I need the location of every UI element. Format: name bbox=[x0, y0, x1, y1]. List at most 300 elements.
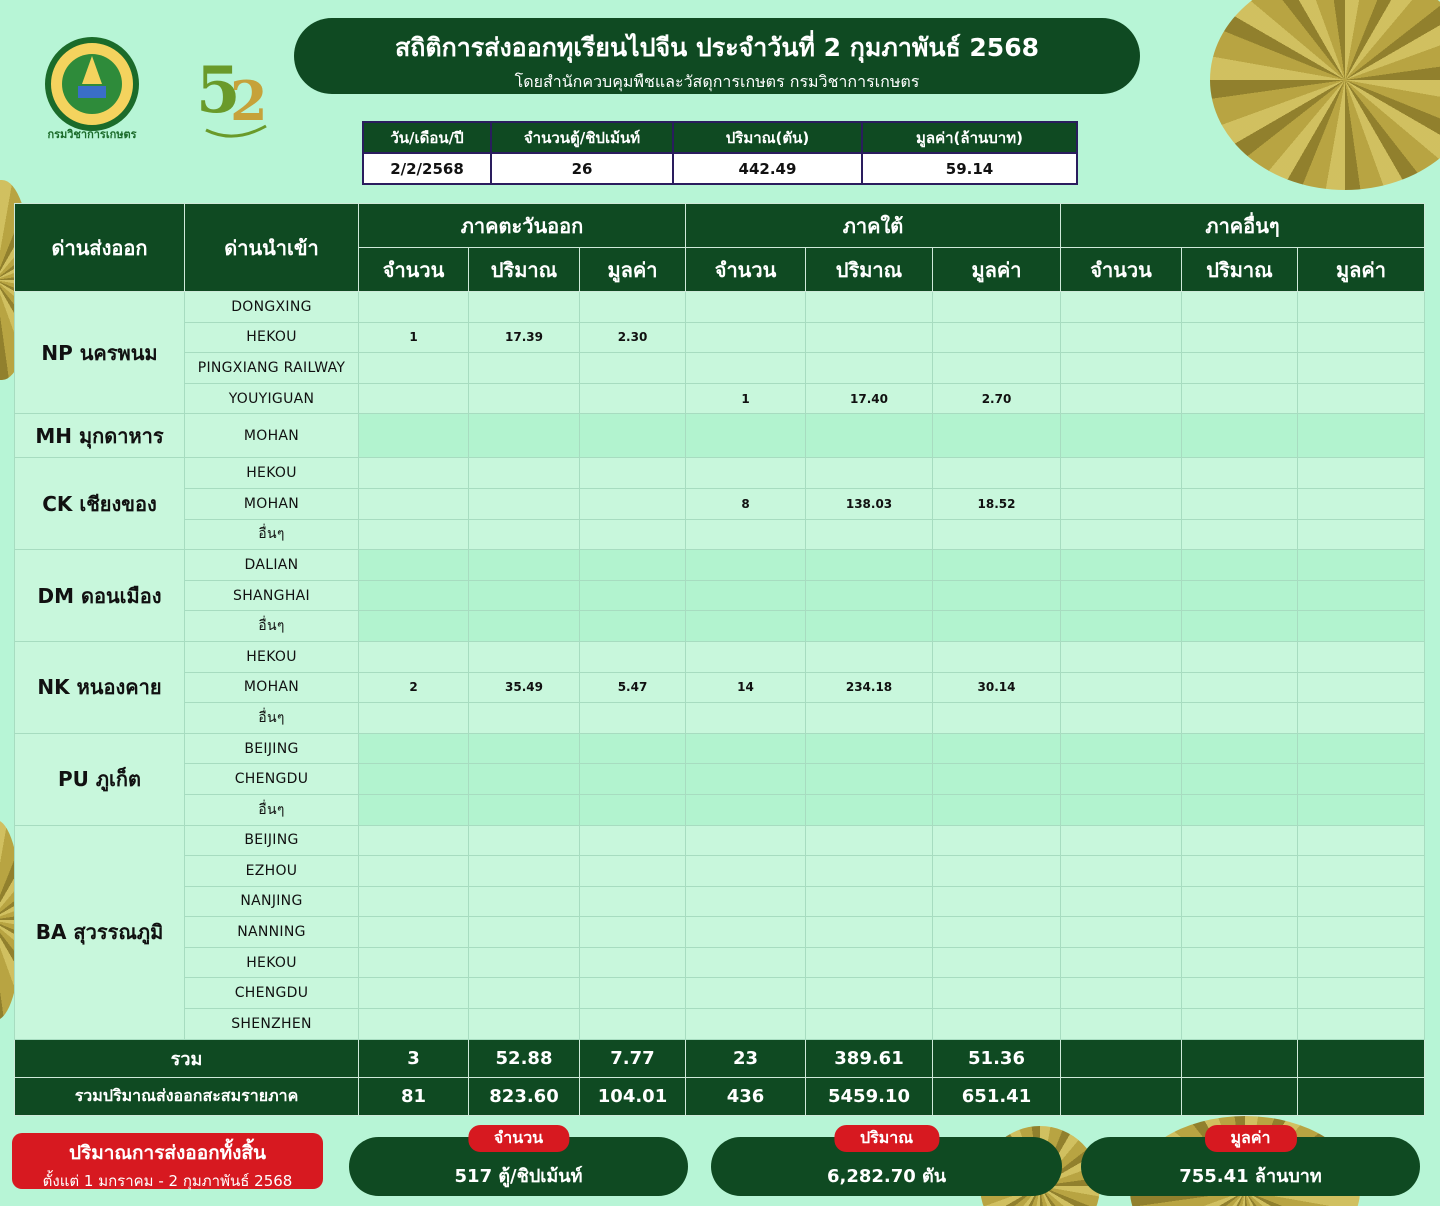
value-cell bbox=[359, 383, 469, 414]
value-cell bbox=[1182, 580, 1298, 611]
sub-header-count: จำนวน bbox=[1061, 248, 1182, 292]
value-cell: 17.40 bbox=[806, 383, 933, 414]
import-port-cell: อื่นๆ bbox=[185, 703, 359, 734]
value-cell bbox=[1298, 488, 1425, 519]
import-port-cell: BEIJING bbox=[185, 733, 359, 764]
export-port-cell: NK หนองคาย bbox=[15, 641, 185, 733]
value-cell bbox=[1182, 825, 1298, 856]
export-statistics-table bbox=[14, 203, 1425, 1116]
sub-header-volume: ปริมาณ bbox=[1182, 248, 1298, 292]
value-cell bbox=[1298, 886, 1425, 917]
value-cell bbox=[580, 978, 686, 1009]
value-cell bbox=[1298, 353, 1425, 384]
table-row bbox=[15, 733, 1425, 764]
cumulative-value-cell: 651.41 bbox=[933, 1077, 1061, 1115]
total-count-pill bbox=[349, 1128, 688, 1196]
table-row bbox=[15, 414, 1425, 458]
value-cell bbox=[469, 825, 580, 856]
value-cell bbox=[1182, 917, 1298, 948]
value-cell bbox=[1182, 978, 1298, 1009]
value-cell bbox=[469, 414, 580, 458]
value-cell bbox=[686, 978, 806, 1009]
value-cell bbox=[933, 825, 1061, 856]
import-port-cell: DONGXING bbox=[185, 292, 359, 323]
import-port-cell: อื่นๆ bbox=[185, 519, 359, 550]
table-row bbox=[15, 886, 1425, 917]
value-cell: 17.39 bbox=[469, 322, 580, 353]
value-cell bbox=[580, 353, 686, 384]
value-cell bbox=[469, 611, 580, 642]
value-cell bbox=[686, 414, 806, 458]
value-cell bbox=[806, 519, 933, 550]
value-cell bbox=[806, 641, 933, 672]
value-cell bbox=[686, 733, 806, 764]
value-cell bbox=[686, 580, 806, 611]
value-cell bbox=[1298, 947, 1425, 978]
value-cell: 1 bbox=[686, 383, 806, 414]
value-cell bbox=[933, 733, 1061, 764]
value-cell bbox=[806, 947, 933, 978]
value-cell bbox=[686, 947, 806, 978]
value-cell bbox=[1182, 856, 1298, 887]
table-row bbox=[15, 353, 1425, 384]
value-cell bbox=[1182, 764, 1298, 795]
value-cell bbox=[686, 886, 806, 917]
value-cell bbox=[1298, 322, 1425, 353]
value-cell bbox=[806, 322, 933, 353]
value-cell bbox=[933, 353, 1061, 384]
value-cell bbox=[1298, 703, 1425, 734]
import-port-cell: SHANGHAI bbox=[185, 580, 359, 611]
value-cell bbox=[806, 414, 933, 458]
cumulative-value-cell: 81 bbox=[359, 1077, 469, 1115]
grand-total-badge bbox=[12, 1133, 323, 1189]
value-cell bbox=[1182, 383, 1298, 414]
value-cell bbox=[1061, 794, 1182, 825]
value-cell bbox=[580, 1009, 686, 1040]
value-cell bbox=[1061, 519, 1182, 550]
total-volume-value: 6,282.70 ตัน bbox=[826, 1166, 947, 1187]
value-cell bbox=[359, 292, 469, 323]
value-cell bbox=[1298, 550, 1425, 581]
value-cell bbox=[580, 414, 686, 458]
value-cell bbox=[1061, 917, 1182, 948]
value-cell bbox=[933, 414, 1061, 458]
value-cell bbox=[1061, 611, 1182, 642]
value-cell bbox=[806, 825, 933, 856]
value-cell bbox=[580, 383, 686, 414]
value-cell bbox=[359, 733, 469, 764]
value-cell bbox=[1298, 519, 1425, 550]
value-cell bbox=[580, 733, 686, 764]
import-port-cell: SHENZHEN bbox=[185, 1009, 359, 1040]
cum-row bbox=[15, 1077, 1425, 1115]
svg-text:2: 2 bbox=[230, 69, 268, 133]
table-row bbox=[15, 978, 1425, 1009]
value-cell bbox=[806, 550, 933, 581]
value-cell bbox=[1298, 764, 1425, 795]
value-cell bbox=[1182, 611, 1298, 642]
summary-date: 2/2/2568 bbox=[363, 153, 491, 184]
total-value-cell bbox=[1298, 1039, 1425, 1077]
value-cell bbox=[359, 794, 469, 825]
import-port-cell: BEIJING bbox=[185, 825, 359, 856]
table-row bbox=[15, 292, 1425, 323]
value-cell bbox=[1061, 947, 1182, 978]
value-cell bbox=[1061, 978, 1182, 1009]
import-port-cell: EZHOU bbox=[185, 856, 359, 887]
value-cell bbox=[686, 611, 806, 642]
value-cell bbox=[359, 353, 469, 384]
export-port-cell: NP นครพนม bbox=[15, 292, 185, 414]
sub-header-value: มูลค่า bbox=[933, 248, 1061, 292]
value-cell bbox=[359, 947, 469, 978]
export-port-cell: CK เชียงของ bbox=[15, 458, 185, 550]
value-cell bbox=[1298, 1009, 1425, 1040]
value-cell bbox=[1298, 917, 1425, 948]
value-cell bbox=[469, 580, 580, 611]
value-cell bbox=[580, 856, 686, 887]
value-cell bbox=[806, 580, 933, 611]
value-cell bbox=[933, 322, 1061, 353]
value-cell bbox=[359, 488, 469, 519]
import-port-cell: CHENGDU bbox=[185, 764, 359, 795]
table-row bbox=[15, 794, 1425, 825]
value-cell bbox=[1061, 703, 1182, 734]
value-cell bbox=[1061, 353, 1182, 384]
column-header-import-port: ด่านนำเข้า bbox=[185, 204, 359, 292]
table-row bbox=[15, 917, 1425, 948]
value-cell bbox=[1182, 733, 1298, 764]
table-row bbox=[15, 764, 1425, 795]
value-cell bbox=[1061, 886, 1182, 917]
total-value-cell: 52.88 bbox=[469, 1039, 580, 1077]
cumulative-value-cell: 5459.10 bbox=[806, 1077, 933, 1115]
value-cell bbox=[580, 794, 686, 825]
import-port-cell: CHENGDU bbox=[185, 978, 359, 1009]
value-cell bbox=[469, 764, 580, 795]
value-cell bbox=[1298, 641, 1425, 672]
value-cell bbox=[1182, 703, 1298, 734]
value-cell bbox=[580, 703, 686, 734]
cumulative-value-cell: 823.60 bbox=[469, 1077, 580, 1115]
table-row bbox=[15, 488, 1425, 519]
value-cell bbox=[359, 580, 469, 611]
value-cell bbox=[1298, 292, 1425, 323]
value-cell bbox=[933, 1009, 1061, 1040]
cumulative-value-cell: 104.01 bbox=[580, 1077, 686, 1115]
value-cell bbox=[580, 611, 686, 642]
import-port-cell: อื่นๆ bbox=[185, 611, 359, 642]
value-cell bbox=[933, 458, 1061, 489]
value-cell bbox=[933, 550, 1061, 581]
value-cell bbox=[1061, 292, 1182, 323]
cumulative-label: รวมปริมาณส่งออกสะสมรายภาค bbox=[15, 1077, 359, 1115]
summary-count: 26 bbox=[491, 153, 673, 184]
total-value-pill bbox=[1081, 1128, 1420, 1196]
value-cell bbox=[686, 1009, 806, 1040]
sub-header-volume: ปริมาณ bbox=[469, 248, 580, 292]
value-cell bbox=[686, 458, 806, 489]
value-cell bbox=[686, 703, 806, 734]
value-cell bbox=[469, 383, 580, 414]
grand-total-title: ปริมาณการส่งออกทั้งสิ้น bbox=[68, 1142, 267, 1164]
value-cell bbox=[933, 611, 1061, 642]
value-cell: 8 bbox=[686, 488, 806, 519]
column-header-export-port: ด่านส่งออก bbox=[15, 204, 185, 292]
value-cell: 5.47 bbox=[580, 672, 686, 703]
value-cell bbox=[1298, 978, 1425, 1009]
value-cell bbox=[469, 353, 580, 384]
value-cell bbox=[1298, 458, 1425, 489]
value-cell bbox=[806, 1009, 933, 1040]
table-row bbox=[15, 825, 1425, 856]
value-cell bbox=[686, 641, 806, 672]
value-cell bbox=[933, 886, 1061, 917]
value-cell bbox=[1182, 458, 1298, 489]
svg-text:5: 5 bbox=[196, 53, 241, 128]
value-cell bbox=[806, 978, 933, 1009]
value-cell bbox=[1182, 353, 1298, 384]
value-cell bbox=[580, 458, 686, 489]
cumulative-value-cell bbox=[1182, 1077, 1298, 1115]
value-cell bbox=[933, 947, 1061, 978]
cumulative-value-cell: 436 bbox=[686, 1077, 806, 1115]
import-port-cell: HEKOU bbox=[185, 322, 359, 353]
value-cell bbox=[580, 580, 686, 611]
value-cell bbox=[686, 550, 806, 581]
import-port-cell: อื่นๆ bbox=[185, 794, 359, 825]
value-cell bbox=[469, 917, 580, 948]
summary-volume: 442.49 bbox=[673, 153, 862, 184]
value-cell bbox=[1182, 550, 1298, 581]
value-cell bbox=[359, 1009, 469, 1040]
value-cell bbox=[1061, 1009, 1182, 1040]
svg-text:กรมวิชาการเกษตร: กรมวิชาการเกษตร bbox=[47, 128, 137, 141]
summary-value: 59.14 bbox=[862, 153, 1077, 184]
total-value-cell: 389.61 bbox=[806, 1039, 933, 1077]
value-cell bbox=[933, 794, 1061, 825]
total-value-cell bbox=[1182, 1039, 1298, 1077]
value-cell bbox=[469, 856, 580, 887]
value-cell: 138.03 bbox=[806, 488, 933, 519]
value-cell bbox=[1061, 856, 1182, 887]
value-cell bbox=[1298, 611, 1425, 642]
value-cell bbox=[1061, 383, 1182, 414]
table-row bbox=[15, 383, 1425, 414]
value-cell bbox=[359, 550, 469, 581]
value-cell bbox=[1182, 947, 1298, 978]
total-value-cell: 51.36 bbox=[933, 1039, 1061, 1077]
value-cell bbox=[359, 519, 469, 550]
value-cell bbox=[580, 641, 686, 672]
import-port-cell: HEKOU bbox=[185, 947, 359, 978]
value-cell bbox=[1061, 414, 1182, 458]
value-cell bbox=[933, 641, 1061, 672]
value-cell bbox=[1298, 794, 1425, 825]
value-cell bbox=[359, 764, 469, 795]
value-cell bbox=[686, 322, 806, 353]
value-cell bbox=[1298, 672, 1425, 703]
table-row bbox=[15, 856, 1425, 887]
value-cell bbox=[1061, 825, 1182, 856]
value-cell bbox=[686, 794, 806, 825]
value-cell bbox=[359, 641, 469, 672]
total-value-tag: มูลค่า bbox=[1204, 1125, 1296, 1152]
anniversary-logo bbox=[186, 40, 282, 144]
export-port-cell: DM ดอนเมือง bbox=[15, 550, 185, 642]
table-row bbox=[15, 550, 1425, 581]
value-cell bbox=[806, 917, 933, 948]
value-cell bbox=[806, 733, 933, 764]
value-cell: 30.14 bbox=[933, 672, 1061, 703]
value-cell bbox=[933, 580, 1061, 611]
sub-header-count: จำนวน bbox=[359, 248, 469, 292]
value-cell bbox=[469, 978, 580, 1009]
import-port-cell: YOUYIGUAN bbox=[185, 383, 359, 414]
value-cell bbox=[580, 947, 686, 978]
value-cell bbox=[933, 764, 1061, 795]
value-cell: 1 bbox=[359, 322, 469, 353]
total-volume-tag: ปริมาณ bbox=[834, 1125, 939, 1152]
table-row bbox=[15, 672, 1425, 703]
table-row bbox=[15, 519, 1425, 550]
total-volume-pill bbox=[711, 1128, 1062, 1196]
summary-header-count: จำนวนตู้/ชิปเม้นท์ bbox=[491, 122, 673, 153]
department-logo bbox=[40, 34, 144, 144]
value-cell bbox=[469, 458, 580, 489]
value-cell bbox=[933, 978, 1061, 1009]
total-label: รวม bbox=[15, 1039, 359, 1077]
value-cell bbox=[580, 917, 686, 948]
region-header-south: ภาคใต้ bbox=[686, 204, 1061, 248]
sub-header-value: มูลค่า bbox=[1298, 248, 1425, 292]
value-cell bbox=[686, 825, 806, 856]
value-cell bbox=[1298, 733, 1425, 764]
import-port-cell: MOHAN bbox=[185, 414, 359, 458]
value-cell bbox=[469, 641, 580, 672]
page-subtitle: โดยสำนักควบคุมพืชและวัสดุการเกษตร กรมวิชาการเกษตร bbox=[514, 72, 920, 91]
value-cell bbox=[359, 825, 469, 856]
value-cell bbox=[469, 488, 580, 519]
value-cell bbox=[580, 764, 686, 795]
total-value-cell: 7.77 bbox=[580, 1039, 686, 1077]
value-cell bbox=[806, 886, 933, 917]
value-cell bbox=[1298, 825, 1425, 856]
value-cell bbox=[469, 733, 580, 764]
table-row bbox=[15, 1009, 1425, 1040]
total-value-cell: 23 bbox=[686, 1039, 806, 1077]
value-cell bbox=[1061, 322, 1182, 353]
value-cell bbox=[1182, 672, 1298, 703]
page-title: สถิติการส่งออกทุเรียนไปจีน ประจำวันที่ 2 กุมภาพันธ์ 2568 bbox=[394, 33, 1039, 62]
value-cell bbox=[686, 292, 806, 323]
value-cell bbox=[806, 764, 933, 795]
value-cell: 35.49 bbox=[469, 672, 580, 703]
export-port-cell: PU ภูเก็ต bbox=[15, 733, 185, 825]
value-cell bbox=[806, 856, 933, 887]
value-cell bbox=[806, 458, 933, 489]
value-cell bbox=[469, 550, 580, 581]
import-port-cell: NANJING bbox=[185, 886, 359, 917]
value-cell bbox=[686, 764, 806, 795]
value-cell bbox=[580, 825, 686, 856]
header-banner bbox=[294, 18, 1140, 94]
value-cell bbox=[359, 703, 469, 734]
value-cell: 2 bbox=[359, 672, 469, 703]
value-cell bbox=[469, 292, 580, 323]
table-row bbox=[15, 580, 1425, 611]
export-port-cell: BA สุวรรณภูมิ bbox=[15, 825, 185, 1039]
value-cell bbox=[580, 550, 686, 581]
total-value-cell bbox=[1061, 1039, 1182, 1077]
value-cell bbox=[469, 886, 580, 917]
import-port-cell: HEKOU bbox=[185, 458, 359, 489]
value-cell bbox=[933, 856, 1061, 887]
cumulative-value-cell bbox=[1298, 1077, 1425, 1115]
value-cell bbox=[1061, 488, 1182, 519]
value-cell bbox=[580, 488, 686, 519]
total-row bbox=[15, 1039, 1425, 1077]
value-cell bbox=[469, 1009, 580, 1040]
value-cell bbox=[580, 292, 686, 323]
value-cell bbox=[1298, 414, 1425, 458]
value-cell bbox=[806, 292, 933, 323]
total-value-value: 755.41 ล้านบาท bbox=[1179, 1166, 1322, 1187]
value-cell bbox=[1298, 383, 1425, 414]
value-cell: 2.70 bbox=[933, 383, 1061, 414]
daily-summary-table bbox=[362, 121, 1078, 185]
import-port-cell: MOHAN bbox=[185, 488, 359, 519]
value-cell bbox=[469, 794, 580, 825]
sub-header-volume: ปริมาณ bbox=[806, 248, 933, 292]
region-header-other: ภาคอื่นๆ bbox=[1061, 204, 1425, 248]
table-row bbox=[15, 641, 1425, 672]
export-port-cell: MH มุกดาหาร bbox=[15, 414, 185, 458]
value-cell bbox=[359, 886, 469, 917]
value-cell bbox=[1182, 794, 1298, 825]
table-row bbox=[15, 703, 1425, 734]
value-cell bbox=[933, 519, 1061, 550]
value-cell bbox=[1182, 292, 1298, 323]
durian-decoration-top-right bbox=[1210, 0, 1440, 190]
value-cell bbox=[686, 353, 806, 384]
cumulative-value-cell bbox=[1061, 1077, 1182, 1115]
value-cell bbox=[686, 519, 806, 550]
total-count-tag: จำนวน bbox=[468, 1125, 569, 1152]
value-cell bbox=[359, 856, 469, 887]
value-cell bbox=[1182, 519, 1298, 550]
value-cell bbox=[359, 917, 469, 948]
value-cell bbox=[1298, 580, 1425, 611]
table-row bbox=[15, 611, 1425, 642]
value-cell bbox=[1182, 488, 1298, 519]
value-cell bbox=[1182, 641, 1298, 672]
sub-header-value: มูลค่า bbox=[580, 248, 686, 292]
import-port-cell: NANNING bbox=[185, 917, 359, 948]
total-count-value: 517 ตู้/ชิปเม้นท์ bbox=[454, 1166, 583, 1187]
table-row bbox=[15, 458, 1425, 489]
import-port-cell: DALIAN bbox=[185, 550, 359, 581]
value-cell bbox=[806, 703, 933, 734]
value-cell bbox=[469, 947, 580, 978]
import-port-cell: HEKOU bbox=[185, 641, 359, 672]
value-cell bbox=[1061, 641, 1182, 672]
value-cell bbox=[1061, 550, 1182, 581]
summary-header-value: มูลค่า(ล้านบาท) bbox=[862, 122, 1077, 153]
summary-header-volume: ปริมาณ(ตัน) bbox=[673, 122, 862, 153]
value-cell bbox=[1182, 322, 1298, 353]
